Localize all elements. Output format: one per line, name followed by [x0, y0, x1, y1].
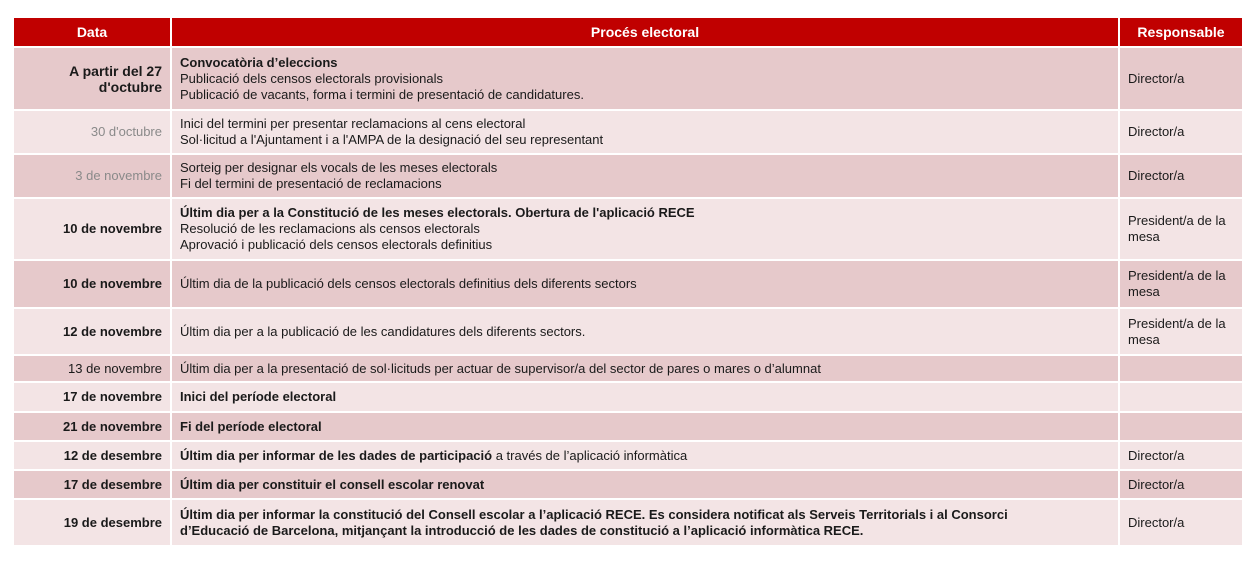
- row-process: [172, 440, 1120, 469]
- process-line: Fi del període electoral: [180, 418, 322, 434]
- row-responsible: Director/a: [1120, 153, 1242, 197]
- process-line: Sorteig per designar els vocals de les meses electorals: [180, 160, 498, 175]
- process-line: Publicació dels censos electorals provisionals: [180, 70, 444, 86]
- row-date: 10 de novembre: [14, 259, 172, 307]
- row-responsible: Director/a: [1120, 440, 1242, 469]
- process-line: Últim dia per a la presentació de sol·licituds per actuar de supervisor/a del sector de pares o mares o d’alumnat: [180, 360, 821, 376]
- row-responsible: Director/a: [1120, 469, 1242, 498]
- table-row: [14, 381, 1242, 411]
- process-line: Aprovació i publicació dels censos electorals definitius: [180, 237, 493, 252]
- row-date: 21 de novembre: [14, 411, 172, 440]
- row-process: [172, 381, 1120, 411]
- row-process: [172, 109, 1120, 153]
- header-responsible: Responsable: [1120, 18, 1242, 46]
- row-date: 13 de novembre: [14, 354, 172, 381]
- table-header-row: [14, 18, 1242, 46]
- row-date: 3 de novembre: [14, 153, 172, 197]
- process-line: Últim dia de la publicació dels censos electorals definitius dels diferents sectors: [180, 276, 637, 291]
- table-row: [14, 411, 1242, 440]
- process-line: Inici del període electoral: [180, 389, 337, 404]
- process-line: Inici del termini per presentar reclamacions al cens electoral: [180, 116, 526, 131]
- row-responsible: [1120, 354, 1242, 381]
- table-row: [14, 354, 1242, 381]
- row-process: [172, 411, 1120, 440]
- table-row: [14, 307, 1242, 354]
- row-date: 17 de desembre: [14, 469, 172, 498]
- table-row: [14, 469, 1242, 498]
- electoral-calendar: [14, 18, 1242, 545]
- process-line: Convocatòria d’eleccions: [180, 54, 338, 70]
- row-process: [172, 46, 1120, 109]
- process-line: d’Educació de Barcelona, mitjançant la introducció de les dades de constitució a l’aplicació informàtica RECE.: [180, 522, 864, 538]
- row-process: [172, 354, 1120, 381]
- header-process: Procés electoral: [172, 18, 1120, 46]
- process-line: Últim dia per constituir el consell escolar renovat: [180, 476, 485, 492]
- row-process: [172, 498, 1120, 545]
- table-row: [14, 498, 1242, 545]
- row-responsible: Director/a: [1120, 109, 1242, 153]
- row-process: [172, 153, 1120, 197]
- process-line: Publicació de vacants, forma i termini de presentació de candidatures.: [180, 86, 584, 102]
- row-date: 12 de novembre: [14, 307, 172, 354]
- row-date: 10 de novembre: [14, 197, 172, 259]
- row-process: [172, 197, 1120, 259]
- process-line: Últim dia per a la publicació de les candidatures dels diferents sectors.: [180, 323, 586, 339]
- process-text: a través de l’aplicació informàtica: [492, 447, 688, 463]
- row-responsible: Director/a: [1120, 498, 1242, 545]
- row-date: [14, 46, 172, 109]
- table-row: [14, 46, 1242, 109]
- process-line: Sol·licitud a l'Ajuntament i a l'AMPA de la designació del seu representant: [180, 132, 604, 147]
- date-text: A partir del 27 d'octubre: [69, 62, 162, 95]
- row-date: 17 de novembre: [14, 381, 172, 411]
- table-row: [14, 197, 1242, 259]
- table-row: [14, 109, 1242, 153]
- row-responsible: President/a de la mesa: [1120, 307, 1242, 354]
- row-date: 12 de desembre: [14, 440, 172, 469]
- table-row: [14, 259, 1242, 307]
- row-responsible: Director/a: [1120, 46, 1242, 109]
- row-process: [172, 259, 1120, 307]
- row-responsible: [1120, 411, 1242, 440]
- electoral-schedule-table: [14, 18, 1242, 545]
- process-line: Últim dia per a la Constitució de les meses electorals. Obertura de l'aplicació RECE: [180, 205, 695, 220]
- header-date: Data: [14, 18, 172, 46]
- table-row: [14, 440, 1242, 469]
- row-responsible: President/a de la mesa: [1120, 197, 1242, 259]
- process-line: Resolució de les reclamacions als censos electorals: [180, 221, 480, 236]
- row-process: [172, 469, 1120, 498]
- row-process: [172, 307, 1120, 354]
- row-date: 19 de desembre: [14, 498, 172, 545]
- process-bold-text: Últim dia per informar de les dades de participació: [180, 447, 493, 463]
- table-row: [14, 153, 1242, 197]
- row-responsible: President/a de la mesa: [1120, 259, 1242, 307]
- process-line: Últim dia per informar la constitució del Consell escolar a l’aplicació RECE. Es considera notificat als Serveis Territorials i al Consorci: [180, 506, 1008, 522]
- row-responsible: [1120, 381, 1242, 411]
- process-line: Fi del termini de presentació de reclamacions: [180, 176, 442, 191]
- row-date: 30 d'octubre: [14, 109, 172, 153]
